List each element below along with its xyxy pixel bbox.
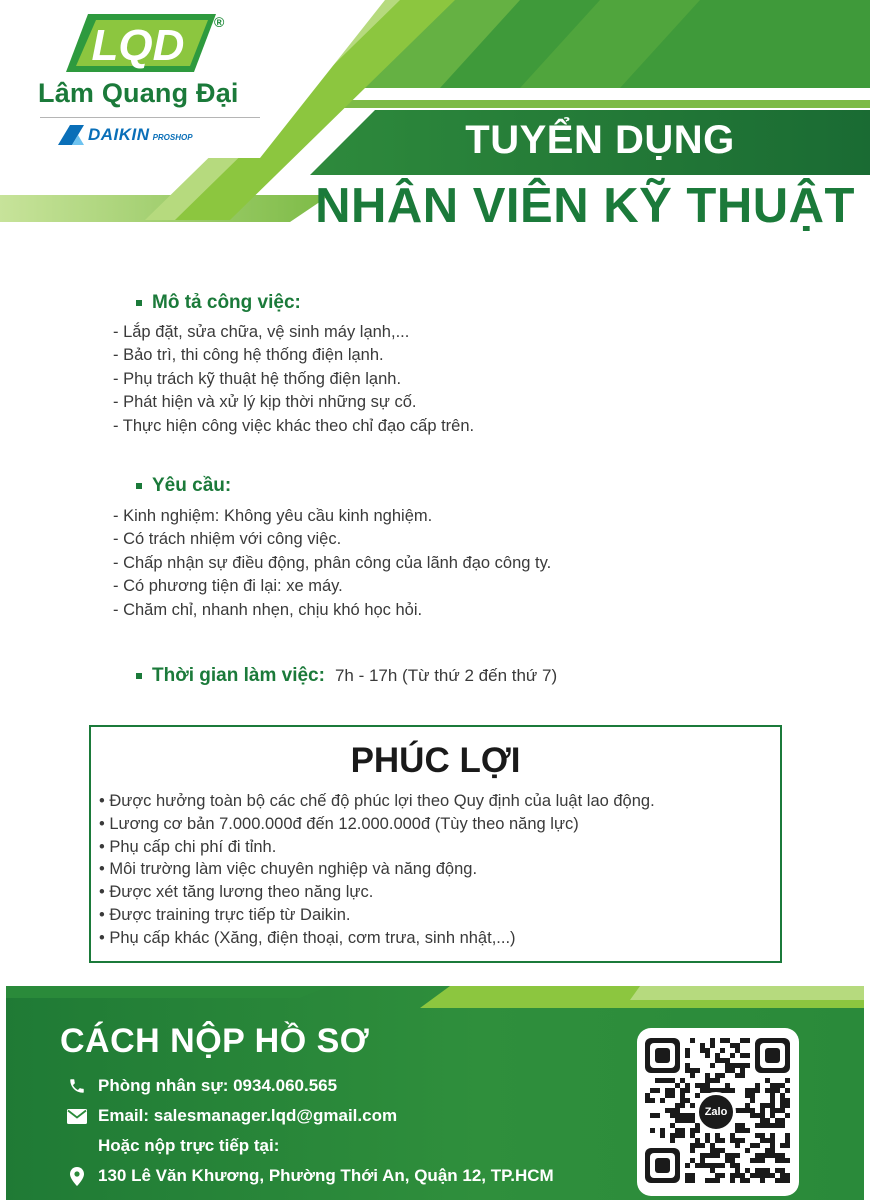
job-title: NHÂN VIÊN KỸ THUẬT bbox=[315, 179, 855, 233]
list-item: - Chăm chỉ, nhanh nhẹn, chịu khó học hỏi. bbox=[113, 600, 423, 619]
mail-icon bbox=[66, 1106, 88, 1126]
list-item: - Phát hiện và xử lý kịp thời những sự cố. bbox=[113, 393, 417, 412]
job-description-heading bbox=[136, 292, 301, 314]
logo-text: LQD bbox=[91, 21, 185, 70]
application-title: CÁCH NỘP HỒ SƠ bbox=[60, 1022, 370, 1060]
square-bullet-icon bbox=[136, 673, 142, 679]
list-item: - Lắp đặt, sửa chữa, vệ sinh máy lạnh,... bbox=[113, 323, 410, 341]
phone-icon bbox=[66, 1076, 88, 1096]
list-item: • Môi trường làm việc chuyên nghiệp và năng động. bbox=[99, 860, 478, 879]
list-item: - Chấp nhận sự điều động, phân công của lãnh đạo công ty. bbox=[113, 553, 552, 572]
list-item: • Lương cơ bản 7.000.000đ đến 12.000.000đ (Tùy theo năng lực) bbox=[99, 814, 579, 833]
divider bbox=[40, 117, 260, 118]
list-item: - Có trách nhiệm với công việc. bbox=[113, 530, 342, 549]
email-text: Email: salesmanager.lqd@gmail.com bbox=[98, 1106, 398, 1125]
daikin-wordmark: DAIKIN bbox=[88, 125, 150, 144]
registered-mark: ® bbox=[214, 14, 225, 30]
proshop-text: PROSHOP bbox=[152, 133, 193, 142]
list-item: - Bảo trì, thi công hệ thống điện lạnh. bbox=[113, 346, 384, 365]
benefits-list bbox=[99, 790, 655, 950]
address-text: 130 Lê Văn Khương, Phường Thới An, Quận 12, TP.HCM bbox=[98, 1166, 554, 1185]
contact-in-person bbox=[66, 1136, 279, 1156]
daikin-logo bbox=[58, 123, 193, 147]
requirements-list bbox=[113, 505, 551, 622]
list-item: • Phụ cấp chi phí đi tỉnh. bbox=[99, 837, 277, 856]
list-item: • Được training trực tiếp từ Daikin. bbox=[99, 905, 351, 924]
daikin-mark-icon bbox=[58, 125, 84, 145]
contact-email bbox=[66, 1106, 397, 1126]
work-time-label: Thời gian làm việc: bbox=[152, 665, 325, 686]
work-time-value: 7h - 17h (Từ thứ 2 đến thứ 7) bbox=[334, 666, 558, 685]
list-item: • Được xét tăng lương theo năng lực. bbox=[99, 883, 374, 902]
requirements-heading bbox=[136, 475, 231, 497]
phone-text: Phòng nhân sự: 0934.060.565 bbox=[98, 1076, 338, 1095]
job-description-list bbox=[113, 321, 474, 438]
job-description-heading-text: Mô tả công việc: bbox=[152, 292, 301, 313]
in-person-text: Hoặc nộp trực tiếp tại: bbox=[98, 1136, 280, 1155]
list-item: • Phụ cấp khác (Xăng, điện thoại, cơm trưa, sinh nhật,...) bbox=[99, 928, 516, 947]
location-pin-icon bbox=[66, 1166, 88, 1186]
lqd-logo-icon bbox=[66, 14, 216, 72]
zalo-qr-code bbox=[637, 1028, 799, 1196]
recruitment-title: TUYỂN DỤNG bbox=[465, 118, 735, 162]
work-time bbox=[136, 665, 557, 687]
list-item: - Kinh nghiệm: Không yêu cầu kinh nghiệm. bbox=[113, 507, 433, 525]
company-name: Lâm Quang Đại bbox=[38, 78, 239, 108]
square-bullet-icon bbox=[136, 483, 142, 489]
contact-phone bbox=[66, 1076, 337, 1096]
zalo-badge: Zalo bbox=[696, 1092, 736, 1132]
benefits-title: PHÚC LỢI bbox=[350, 741, 521, 780]
list-item: • Được hưởng toàn bộ các chế độ phúc lợi theo Quy định của luật lao động. bbox=[99, 792, 655, 810]
contact-address bbox=[66, 1166, 554, 1186]
list-item: - Phụ trách kỹ thuật hệ thống điện lạnh. bbox=[113, 369, 402, 388]
square-bullet-icon bbox=[136, 300, 142, 306]
list-item: - Có phương tiện đi lại: xe máy. bbox=[113, 577, 343, 596]
requirements-heading-text: Yêu cầu: bbox=[152, 475, 232, 496]
list-item: - Thực hiện công việc khác theo chỉ đạo cấp trên. bbox=[113, 416, 475, 435]
benefits-box bbox=[89, 725, 782, 963]
